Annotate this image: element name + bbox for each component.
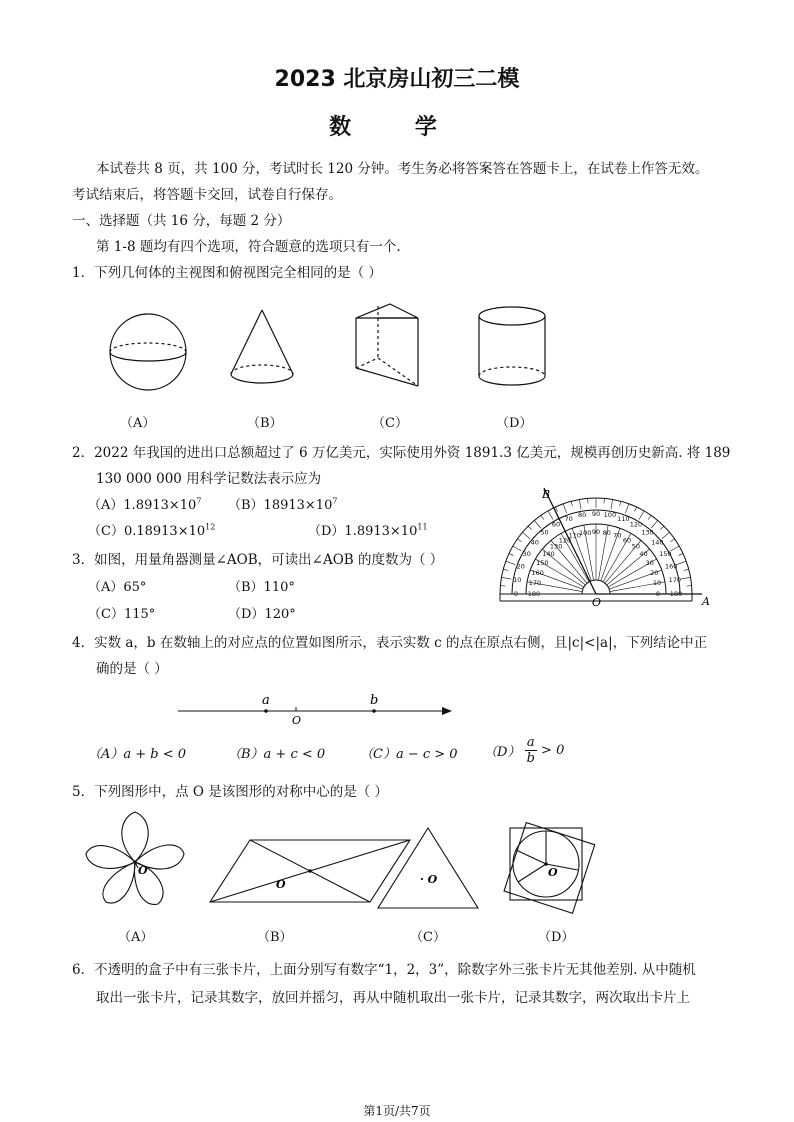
q1-solids-figure (100, 300, 580, 400)
protractor-inner-label: 170 (528, 579, 542, 588)
number-line-label-b: b (370, 693, 379, 708)
prism-figure (356, 304, 418, 386)
protractor-tick (625, 504, 628, 513)
protractor-inner-label: 0 (655, 590, 661, 598)
section-note: 第 1-8 题均有四个选项，符合题意的选项只有一个. (96, 239, 401, 255)
q5-caption-b: （B） (257, 930, 293, 945)
q1-caption-a: （A） (120, 416, 156, 431)
q3-option-b: （B）110° (228, 580, 295, 595)
q2-option-c: $(C)0.18913\times 10^{12}$ (88, 522, 216, 539)
q4-option-c: （C）a − c > 0 (360, 747, 458, 762)
protractor-inner-label: 30 (645, 559, 654, 567)
q6-line-1: 6．不透明的盒子中有三张卡片，上面分别写有数字“1，2，3”，除数字外三张卡片无其他差别. 从中随机 (72, 962, 696, 978)
q1-caption-b: （B） (247, 416, 283, 431)
protractor-outer-label: 180 (669, 590, 683, 598)
number-line-label-a: a (262, 693, 270, 708)
protractor-tick (534, 520, 540, 528)
protractor-outer-label: 90 (591, 510, 601, 518)
protractor-tick (501, 577, 511, 579)
protractor-inner-label: 160 (531, 568, 544, 577)
protractor-outer-label: 40 (530, 538, 539, 547)
protractor-outer-label: 50 (540, 528, 549, 537)
protractor-inner-label: 50 (631, 542, 640, 551)
cylinder-figure (479, 307, 545, 385)
protractor-inner-label: 40 (639, 550, 648, 559)
protractor-inner-label: 130 (549, 542, 563, 551)
q5-figures (80, 810, 600, 920)
q4-option-d: （D） $\frac{a}{b}$ > 0 (484, 735, 565, 766)
protractor-inner-label: 80 (602, 528, 611, 537)
protractor-figure (490, 488, 720, 613)
protractor-tick (634, 507, 636, 512)
protractor-inner-label: 10 (652, 579, 662, 588)
protractor-tick (639, 511, 644, 520)
protractor-tick (528, 526, 532, 530)
protractor-outer-label: 10 (513, 576, 522, 585)
protractor-outer-label: 60 (551, 520, 561, 529)
cone-figure (231, 310, 293, 383)
q6-line-2: 取出一张卡片，记录其数字，放回并摇匀，再从中随机取出一张卡片，记录其数字，两次取出卡片上 (96, 990, 690, 1006)
protractor-inner-label: 140 (542, 550, 555, 559)
q4-stem-1: 4．实数 a，b 在数轴上的对应点的位置如图所示，表示实数 c 的点在原点右侧，且|c|<|a|，下列结论中正 (72, 635, 708, 651)
page-footer: 第1页/共7页 (363, 1104, 431, 1118)
label-o: O (592, 596, 602, 609)
protractor-tick (651, 520, 657, 528)
protractor-tick (671, 539, 675, 542)
q2-option-a: $(A)1.8913\times 10^7$ (88, 496, 202, 513)
protractor-tick (611, 499, 613, 509)
q4-option-b: （B）a + c < 0 (228, 747, 326, 762)
protractor-tick (684, 569, 689, 570)
flower-center-label: O (138, 864, 148, 877)
q3-option-c: （C）115° (88, 607, 156, 622)
protractor-outer-label: 170 (668, 576, 681, 585)
protractor-outer-label: 20 (516, 562, 525, 571)
protractor-tick (509, 553, 514, 555)
q5-caption-a: （A） (118, 930, 154, 945)
q3-stem: 3．如图，用量角器测量∠AOB，可读出∠AOB 的度数为（ ） (72, 552, 444, 568)
q1-caption-c: （C） (372, 416, 408, 431)
protractor-outer-label: 160 (664, 562, 678, 571)
protractor-tick (571, 501, 572, 506)
protractor-outer-label: 130 (641, 528, 654, 537)
protractor-tick (670, 546, 679, 551)
flower-figure (86, 812, 184, 904)
protractor-outer-label: 70 (564, 514, 573, 523)
q2-stem-2: 130 000 000 用科学记数法表示应为 (96, 471, 322, 487)
q2-stem-1: 2．2022 年我国的进出口总额超过了 6 万亿美元，实际使用外资 1891.3 亿美元，规模再创历史新高. 将 189 (72, 445, 731, 461)
q5-caption-d: （D） (538, 930, 575, 945)
q1-stem: 1．下列几何体的主视图和俯视图完全相同的是（ ） (72, 265, 382, 281)
q5-stem: 5．下列图形中，点 O 是该图形的对称中心的是（ ） (72, 784, 389, 800)
protractor-inner-label: 120 (558, 536, 572, 545)
protractor-inner-label: 90 (591, 528, 601, 536)
intro-line-2: 考试结束后，将答题卡交回，试卷自行保存。 (72, 187, 342, 203)
protractor-tick (579, 499, 581, 509)
label-b: B (542, 488, 551, 501)
protractor-tick (678, 553, 683, 555)
protractor-inner-label: 180 (527, 590, 541, 598)
number-line-figure (176, 690, 466, 730)
squares-center-label: O (548, 866, 558, 879)
protractor-tick (677, 561, 686, 564)
protractor-tick (681, 577, 691, 579)
label-a: A (702, 595, 710, 608)
protractor-tick (548, 511, 553, 520)
q4-option-a: （A）a + b < 0 (88, 747, 187, 762)
section-heading: 一、选择题（共 16 分，每题 2 分） (72, 213, 291, 229)
protractor-inner-label: 60 (622, 536, 632, 545)
protractor-outer-label: 0 (513, 590, 519, 598)
q2-option-d: $(D)1.8913\times 10^{11}$ (308, 522, 428, 539)
protractor-tick (660, 526, 664, 530)
protractor-outer-label: 80 (577, 511, 587, 520)
protractor-tick (563, 504, 566, 513)
protractor-tick (541, 515, 544, 519)
subject-title: 数 学 (329, 115, 465, 140)
page-title: 2023 北京房山初三二模 (274, 67, 520, 92)
protractor-outer-label: 140 (651, 538, 664, 547)
parallelogram-center-label: O (276, 878, 286, 891)
protractor-outer-label: 120 (629, 520, 643, 529)
protractor-tick (503, 569, 508, 570)
sphere-figure (110, 314, 186, 390)
protractor-outer-label: 110 (617, 514, 630, 523)
protractor-outer-label: 100 (603, 511, 617, 520)
protractor-tick (522, 532, 530, 538)
protractor-inner-label: 150 (536, 559, 549, 567)
q3-option-a: （A）65° (88, 580, 147, 595)
protractor-outer-label: 30 (522, 550, 531, 558)
protractor-inner-label: 20 (650, 568, 659, 577)
triangle-center-label: · O (420, 873, 438, 886)
protractor-tick (513, 546, 522, 551)
q3-option-d: （D）120° (228, 607, 296, 622)
protractor-inner-label: 70 (613, 531, 622, 540)
protractor-inner-label: 100 (579, 528, 592, 537)
q5-caption-c: （C） (410, 930, 446, 945)
protractor-tick (620, 501, 621, 506)
intro-line-1: 本试卷共 8 页，共 100 分，考试时长 120 分钟。考生务必将答案答在答题卡上，在试卷上作答无效。 (96, 161, 709, 177)
protractor-tick (517, 539, 521, 542)
q1-caption-d: （D） (496, 416, 533, 431)
protractor-tick (648, 515, 651, 519)
q2-option-b: $(B)18913\times 10^7$ (228, 496, 338, 513)
protractor-inner-label: 110 (568, 531, 582, 540)
q4-stem-2: 确的是（ ） (96, 661, 168, 677)
protractor-tick (506, 561, 515, 564)
protractor-outer-label: 150 (659, 550, 672, 558)
number-line-label-o: O (292, 714, 302, 727)
